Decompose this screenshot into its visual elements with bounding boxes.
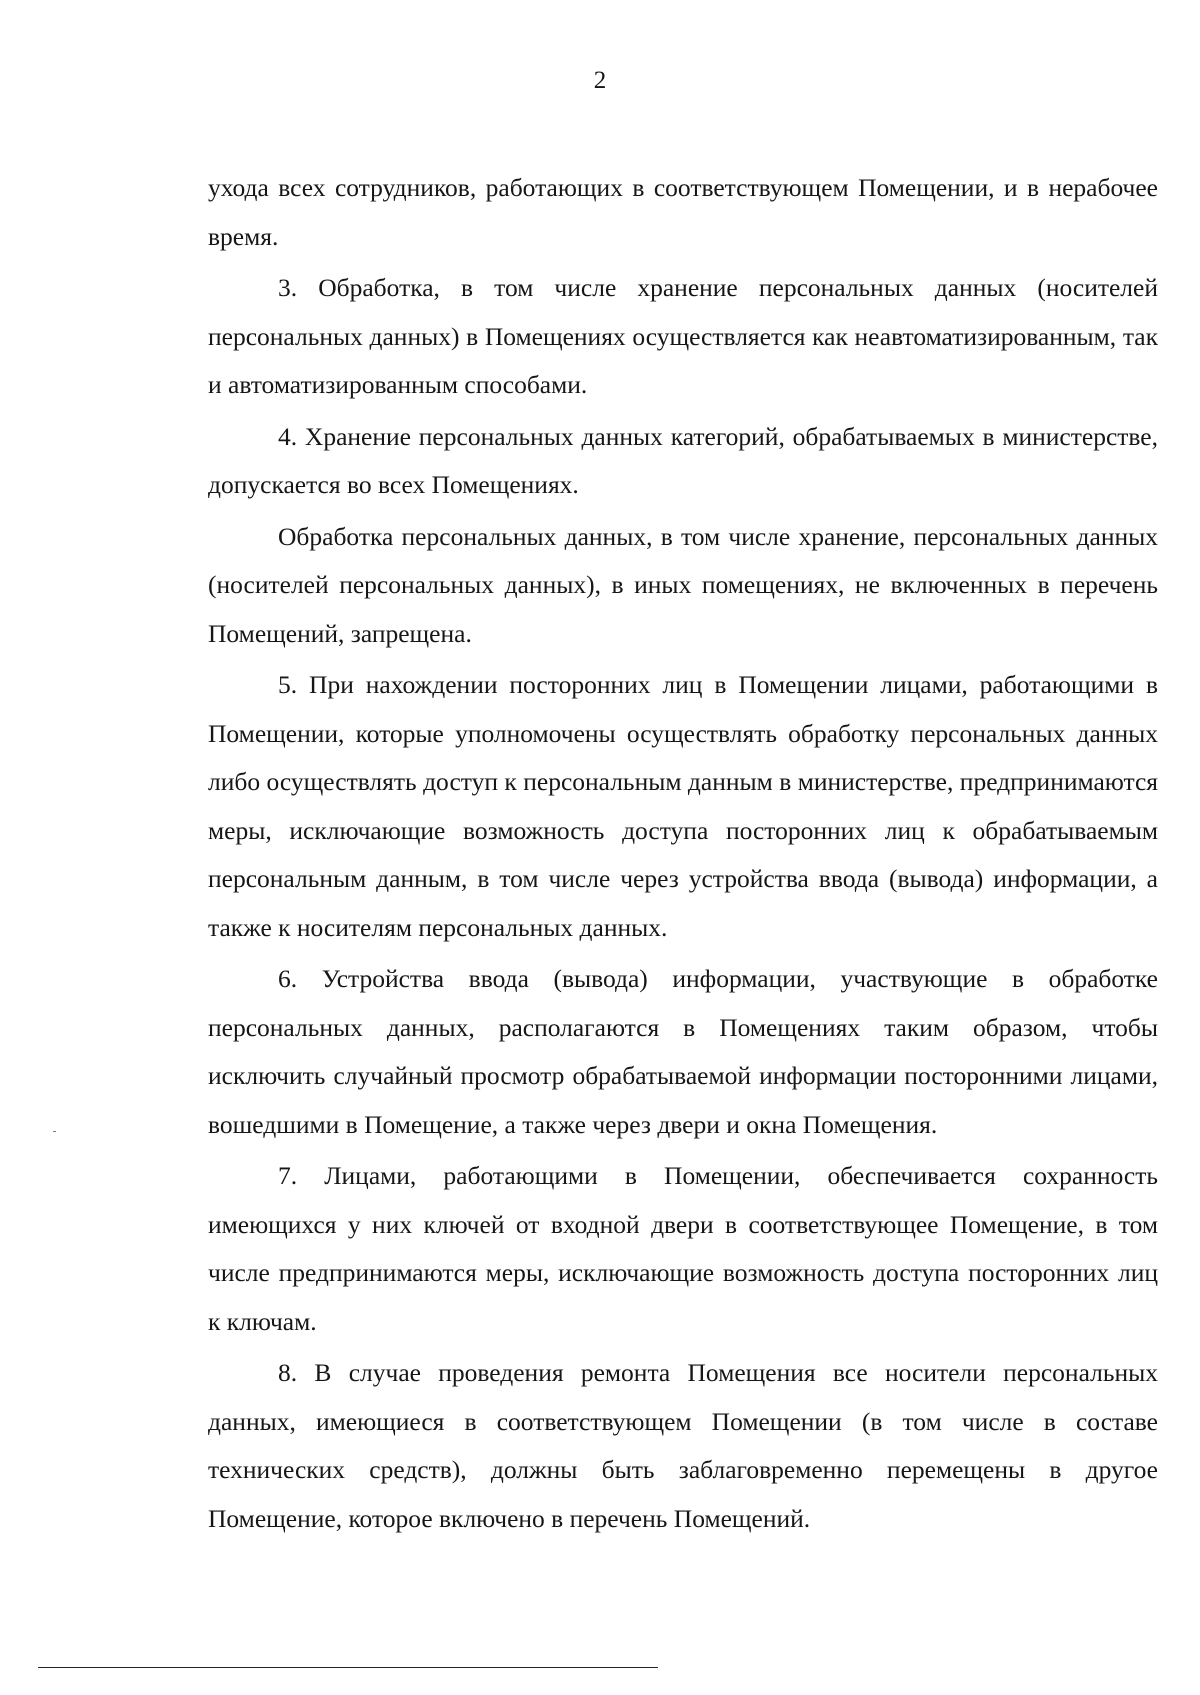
paragraph-item-3: 3. Обработка, в том числе хранение персональных данных (носителей персональных данных) в Помещениях осуществляется как неавтоматизированным, так и автоматизированным способами. — [208, 273, 1158, 399]
paragraph-item-4-continued: Обработка персональных данных, в том числе хранение, персональных данных (носителей персональных данных), в иных помещениях, не включенных в перечень Помещений, запрещена. — [208, 521, 1158, 648]
footer-rule — [38, 1667, 658, 1668]
document-body — [208, 164, 1158, 1543]
paragraph-item-4: 4. Хранение персональных данных категорий, обрабатываемых в министерстве, допускается во всех Помещениях. — [208, 421, 1158, 499]
paragraph-item-6: 6. Устройства ввода (вывода) информации, участвующие в обработке персональных данных, располагаются в Помещениях таким образом, чтобы исключить случайный просмотр обрабатываемой информации посторонними лицами, вошедшими в Помещение, а также через двери и окна Помещения. — [208, 964, 1158, 1139]
paragraph-item-5: 5. При нахождении посторонних лиц в Помещении лицами, работающими в Помещении, которые уполномочены осуществлять обработку персональных данных либо осуществлять доступ к персональным данным в министерстве, предпринимаются меры, исключающие возможность доступа посторонних лиц к обрабатываемым персональным данным, в том числе через устройства ввода (вывода) информации, а также к носителям персональных данных. — [208, 670, 1158, 942]
paragraph-item-7: 7. Лицами, работающими в Помещении, обеспечивается сохранность имеющихся у них ключей от входной двери в соответствующее Помещение, в том числе предпринимаются меры, исключающие возможность доступа посторонних лиц к ключам. — [208, 1161, 1158, 1336]
paragraph-continuation: ухода всех сотрудников, работающих в соответствующем Помещении, и в нерабочее время. — [208, 173, 1158, 251]
scan-speck — [53, 1131, 56, 1132]
page-number: 2 — [593, 67, 607, 94]
paragraph-item-8: 8. В случае проведения ремонта Помещения все носители персональных данных, имеющиеся в соответствующем Помещении (в том числе в составе технических средств), должны быть заблаговременно перемещены в другое Помещение, которое включено в перечень Помещений. — [208, 1358, 1158, 1533]
